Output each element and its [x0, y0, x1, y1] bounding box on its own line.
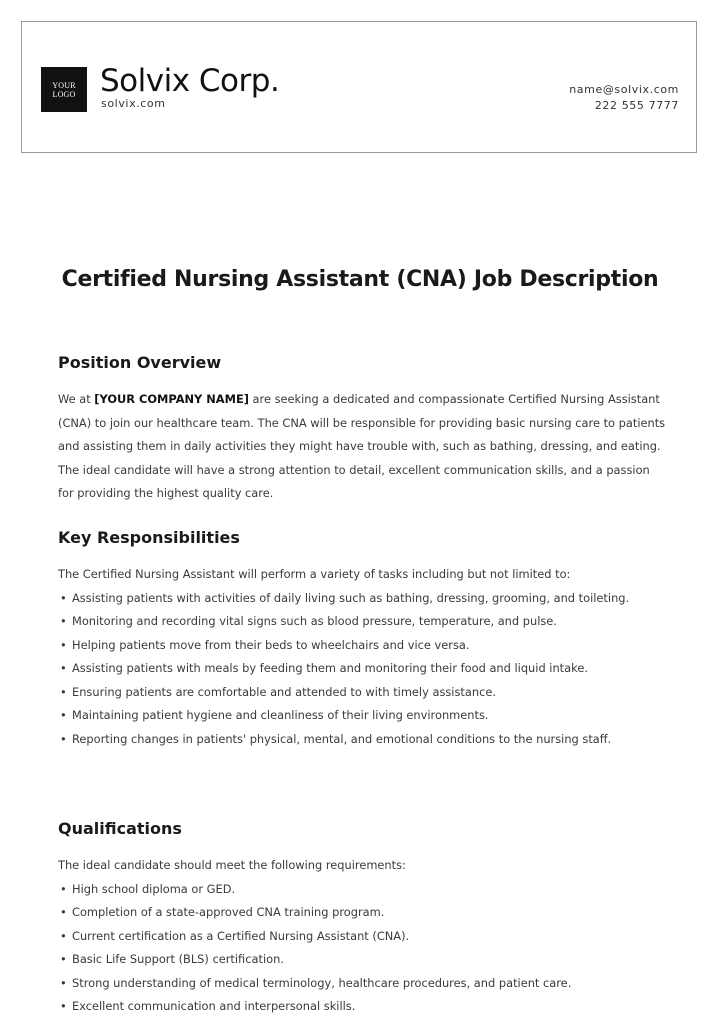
qualifications-list: [58, 878, 668, 1019]
logo-text-line1: YOUR: [52, 80, 76, 90]
key-responsibilities-section: [58, 528, 668, 751]
list-item: • Assisting patients with activities of daily living such as bathing, dressing, grooming, and toileting.: [58, 587, 668, 611]
list-item: • Ensuring patients are comfortable and attended to with timely assistance.: [58, 681, 668, 705]
position-overview-section: [58, 353, 668, 506]
company-name-placeholder: [YOUR COMPANY NAME]: [94, 392, 249, 406]
letterhead: [21, 21, 697, 153]
list-item: • Strong understanding of medical terminology, healthcare procedures, and patient care.: [58, 972, 668, 996]
document-title: Certified Nursing Assistant (CNA) Job Description: [61, 267, 659, 292]
contact-phone: 222 555 7777: [594, 99, 679, 112]
logo-text-line2: LOGO: [52, 89, 76, 99]
company-website: solvix.com: [101, 97, 166, 110]
contact-info: [569, 82, 679, 114]
qualifications-section: [58, 819, 668, 1019]
list-item: • Basic Life Support (BLS) certification.: [58, 948, 668, 972]
section-heading: Qualifications: [58, 819, 182, 838]
company-name: Solvix Corp.: [100, 63, 280, 99]
list-item: • High school diploma or GED.: [58, 878, 668, 902]
list-item: • Assisting patients with meals by feeding them and monitoring their food and liquid intake.: [58, 657, 668, 681]
section-heading: Position Overview: [58, 353, 222, 372]
list-item: • Completion of a state-approved CNA training program.: [58, 901, 668, 925]
overview-text-post: are seeking a dedicated and compassionate Certified Nursing Assistant (CNA) to join our healthcare team. The CNA will be responsible for providing basic nursing care to patients and assisting them in daily activities they might have trouble with, such as bathing, dressing, and eating. The ideal candidate will have a strong attention to detail, excellent communication skills, and a passion for providing the highest quality care.: [58, 392, 666, 500]
list-item: • Current certification as a Certified Nursing Assistant (CNA).: [58, 925, 668, 949]
overview-text-pre: We at: [58, 392, 95, 406]
list-item: • Maintaining patient hygiene and cleanliness of their living environments.: [58, 704, 668, 728]
contact-email: name@solvix.com: [569, 83, 679, 96]
responsibilities-list: [58, 587, 668, 752]
list-item: • Reporting changes in patients' physical, mental, and emotional conditions to the nursing staff.: [58, 728, 668, 752]
overview-paragraph: [58, 388, 668, 506]
list-item: • Helping patients move from their beds to wheelchairs and vice versa.: [58, 634, 668, 658]
responsibilities-intro: The Certified Nursing Assistant will perform a variety of tasks including but not limited to:: [58, 567, 571, 581]
qualifications-intro: The ideal candidate should meet the following requirements:: [58, 858, 406, 872]
list-item: • Excellent communication and interpersonal skills.: [58, 995, 668, 1019]
section-heading: Key Responsibilities: [58, 528, 240, 547]
company-logo: [41, 67, 87, 112]
list-item: • Monitoring and recording vital signs such as blood pressure, temperature, and pulse.: [58, 610, 668, 634]
